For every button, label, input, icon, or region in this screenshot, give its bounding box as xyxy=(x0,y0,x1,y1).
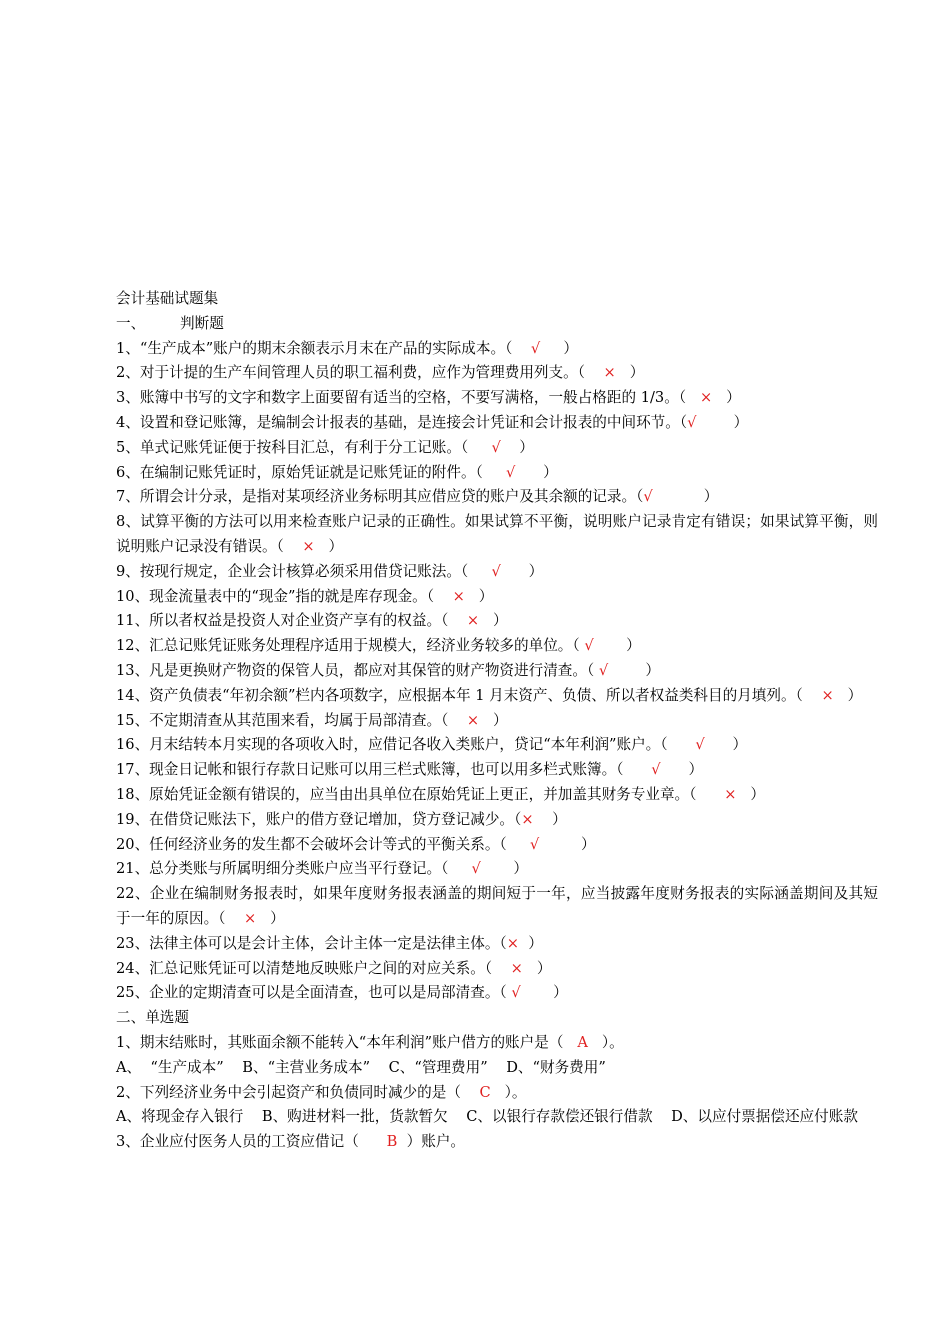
judgment-question xyxy=(116,957,878,982)
answer-mark: A xyxy=(577,1033,588,1051)
judgment-question xyxy=(116,510,878,560)
judgment-question xyxy=(116,684,878,709)
judgment-question xyxy=(116,659,878,684)
judgment-question-list xyxy=(116,337,878,1007)
question-close: ） xyxy=(540,339,579,357)
judgment-question xyxy=(116,485,878,510)
answer-mark: × xyxy=(452,587,465,605)
question-text: 5、单式记账凭证便于按科目汇总，有利于分工记账。（ xyxy=(116,438,492,456)
question-close: ） xyxy=(500,438,534,456)
question-close: ） xyxy=(696,413,749,431)
question-close: ） xyxy=(520,984,568,1002)
question-text: 1、期末结账时，其账面余额不能转入“本年利润”账户借方的账户是（ xyxy=(116,1033,578,1051)
question-close: ） xyxy=(500,562,544,580)
judgment-question xyxy=(116,808,878,833)
judgment-question xyxy=(116,833,878,858)
answer-mark: × xyxy=(244,909,257,927)
judgment-question xyxy=(116,361,878,386)
judgment-question xyxy=(116,882,878,932)
question-text: 19、在借贷记账法下，账户的借方登记增加，贷方登记减少。（ xyxy=(116,810,522,828)
judgment-question xyxy=(116,337,878,362)
answer-mark: × xyxy=(466,612,480,630)
question-close: ） xyxy=(479,711,508,729)
question-text: 4、设置和登记账簿，是编制会计报表的基础，是连接会计凭证和会计报表的中间环节。（ xyxy=(116,413,688,431)
judgment-question xyxy=(116,709,878,734)
judgment-question xyxy=(116,609,878,634)
question-close: ） xyxy=(593,637,641,655)
answer-mark: × xyxy=(506,934,519,952)
judgment-question xyxy=(116,758,878,783)
section-heading-judgment xyxy=(116,312,878,337)
answer-mark: √ xyxy=(491,438,501,456)
question-text: 7、所谓会计分录，是指对某项经济业务标明其应借应贷的账户及其余额的记录。（ xyxy=(116,488,644,506)
question-text: 16、月末结转本月实现的各项收入时，应借记各收入类账户，贷记“本年利润”账户。（ xyxy=(116,736,696,754)
answer-mark: √ xyxy=(695,736,705,754)
answer-mark: √ xyxy=(584,637,594,655)
answer-mark: √ xyxy=(506,463,516,481)
question-text: 1、“生产成本”账户的期末余额表示月末在产品的实际成本。（ xyxy=(116,339,531,357)
section-number: 一、 xyxy=(116,314,146,332)
question-close: ） xyxy=(539,835,596,853)
question-text: 12、汇总记账凭证账务处理程序适用于规模大，经济业务较多的单位。（ xyxy=(116,637,585,655)
answer-mark: √ xyxy=(511,984,521,1002)
question-text: 22、企业在编制财务报表时，如果年度财务报表涵盖的期间短于一年，应当披露年度财务报表的实际涵盖期间及其短于一年的原因。（ xyxy=(116,885,878,927)
question-text: 2、对于计提的生产车间管理人员的职工福利费，应作为管理费用列支。（ xyxy=(116,364,604,382)
question-text: 13、凡是更换财产物资的保管人员，都应对其保管的财产物资进行清查。（ xyxy=(116,661,599,679)
question-close: ） xyxy=(660,761,704,779)
answer-mark: √ xyxy=(598,661,609,679)
question-close: ） xyxy=(518,934,543,952)
question-close: ）。 xyxy=(490,1083,527,1101)
single-choice-question xyxy=(116,1130,878,1155)
question-close: ） xyxy=(704,736,748,754)
question-text: 6、在编制记账凭证时，原始凭证就是记账凭证的附件。（ xyxy=(116,463,507,481)
judgment-question xyxy=(116,461,878,486)
judgment-question xyxy=(116,981,878,1006)
answer-options: A、 “生产成本” B、“主营业务成本” C、“管理费用” D、“财务费用” xyxy=(116,1058,606,1076)
question-text: 2、下列经济业务中会引起资产和负债同时减少的是（ xyxy=(116,1083,480,1101)
question-close: ） xyxy=(833,686,863,704)
judgment-question xyxy=(116,411,878,436)
question-text: 9、按现行规定，企业会计核算必须采用借贷记账法。（ xyxy=(116,562,492,580)
single-choice-question xyxy=(116,1031,878,1056)
answer-mark: × xyxy=(510,959,523,977)
question-text: 14、资产负债表“年初余额”栏内各项数字，应根据本年 1 月末资产、负债、所以者权益类科目的月填列。（ xyxy=(116,686,822,704)
question-text: 25、企业的定期清查可以是全面清查，也可以是局部清查。（ xyxy=(116,984,512,1002)
judgment-question xyxy=(116,733,878,758)
answer-mark: × xyxy=(521,810,534,828)
answer-mark: √ xyxy=(491,562,501,580)
answer-mark: C xyxy=(479,1083,491,1101)
question-close: ） xyxy=(479,612,508,630)
answer-mark: × xyxy=(700,389,713,407)
question-text: 11、所以者权益是投资人对企业资产享有的权益。（ xyxy=(116,612,467,630)
judgment-question xyxy=(116,634,878,659)
judgment-question xyxy=(116,436,878,461)
question-close: ） xyxy=(533,810,567,828)
judgment-question xyxy=(116,783,878,808)
answer-mark: √ xyxy=(651,761,661,779)
question-text: 8、试算平衡的方法可以用来检查账户记录的正确性。如果试算不平衡，说明账户记录肯定有错误；如果试算平衡，则说明账户记录没有错误。（ xyxy=(116,513,878,555)
question-close: ） xyxy=(480,860,528,878)
question-text: 24、汇总记账凭证可以清楚地反映账户之间的对应关系。（ xyxy=(116,959,511,977)
question-text: 10、现金流量表中的“现金”指的就是库存现金。（ xyxy=(116,587,453,605)
question-text: 15、不定期清查从其范围来看，均属于局部清查。（ xyxy=(116,711,467,729)
single-choice-question xyxy=(116,1081,878,1106)
question-close: ）账户。 xyxy=(397,1133,466,1151)
question-text: 21、总分类账与所属明细分类账户应当平行登记。（ xyxy=(116,860,472,878)
answer-mark: × xyxy=(821,686,834,704)
answer-mark: × xyxy=(603,364,616,382)
question-text: 18、原始凭证金额有错误的，应当由出具单位在原始凭证上更正，并加盖其财务专业章。（ xyxy=(116,785,725,803)
question-text: 20、任何经济业务的发生都不会破坏会计等式的平衡关系。（ xyxy=(116,835,530,853)
question-close: ）。 xyxy=(587,1033,624,1051)
question-close: ） xyxy=(256,909,285,927)
question-close: ） xyxy=(712,389,741,407)
question-close: ） xyxy=(515,463,558,481)
section-title: 判断题 xyxy=(180,314,224,332)
document-page xyxy=(116,287,878,1155)
answer-mark: √ xyxy=(530,339,541,357)
answer-mark: √ xyxy=(529,835,540,853)
question-close: ） xyxy=(314,537,344,555)
judgment-question xyxy=(116,585,878,610)
document-title: 会计基础试题集 xyxy=(116,290,219,307)
answer-mark: × xyxy=(466,711,480,729)
judgment-question xyxy=(116,560,878,585)
judgment-question xyxy=(116,857,878,882)
answer-mark: B xyxy=(386,1133,398,1151)
question-text: 23、法律主体可以是会计主体，会计主体一定是法律主体。（ xyxy=(116,934,507,952)
answer-mark: × xyxy=(302,537,315,555)
question-text: 3、账簿中书写的文字和数字上面要留有适当的空格，不要写满格，一般占格距的 1/3。（ xyxy=(116,389,700,407)
answer-mark: √ xyxy=(687,413,697,431)
single-choice-question-list xyxy=(116,1031,878,1155)
question-close: ） xyxy=(522,959,552,977)
question-text: 17、现金日记帐和银行存款日记账可以用三栏式账簿，也可以用多栏式账簿。（ xyxy=(116,761,652,779)
answer-mark: √ xyxy=(643,488,653,506)
question-text: 3、企业应付医务人员的工资应借记（ xyxy=(116,1133,387,1151)
question-close: ） xyxy=(464,587,494,605)
question-close: ） xyxy=(615,364,645,382)
question-close: ） xyxy=(608,661,660,679)
section-heading-single-choice: 二、单选题 xyxy=(116,1009,189,1027)
question-close: ） xyxy=(652,488,719,506)
answer-options: A、将现金存入银行 B、购进材料一批，货款暂欠 C、以银行存款偿还银行借款 D、以应付票据偿还应付账款 xyxy=(116,1108,858,1126)
judgment-question xyxy=(116,932,878,957)
answer-mark: × xyxy=(724,785,737,803)
question-close: ） xyxy=(736,785,766,803)
answer-mark: √ xyxy=(471,860,481,878)
judgment-question xyxy=(116,386,878,411)
